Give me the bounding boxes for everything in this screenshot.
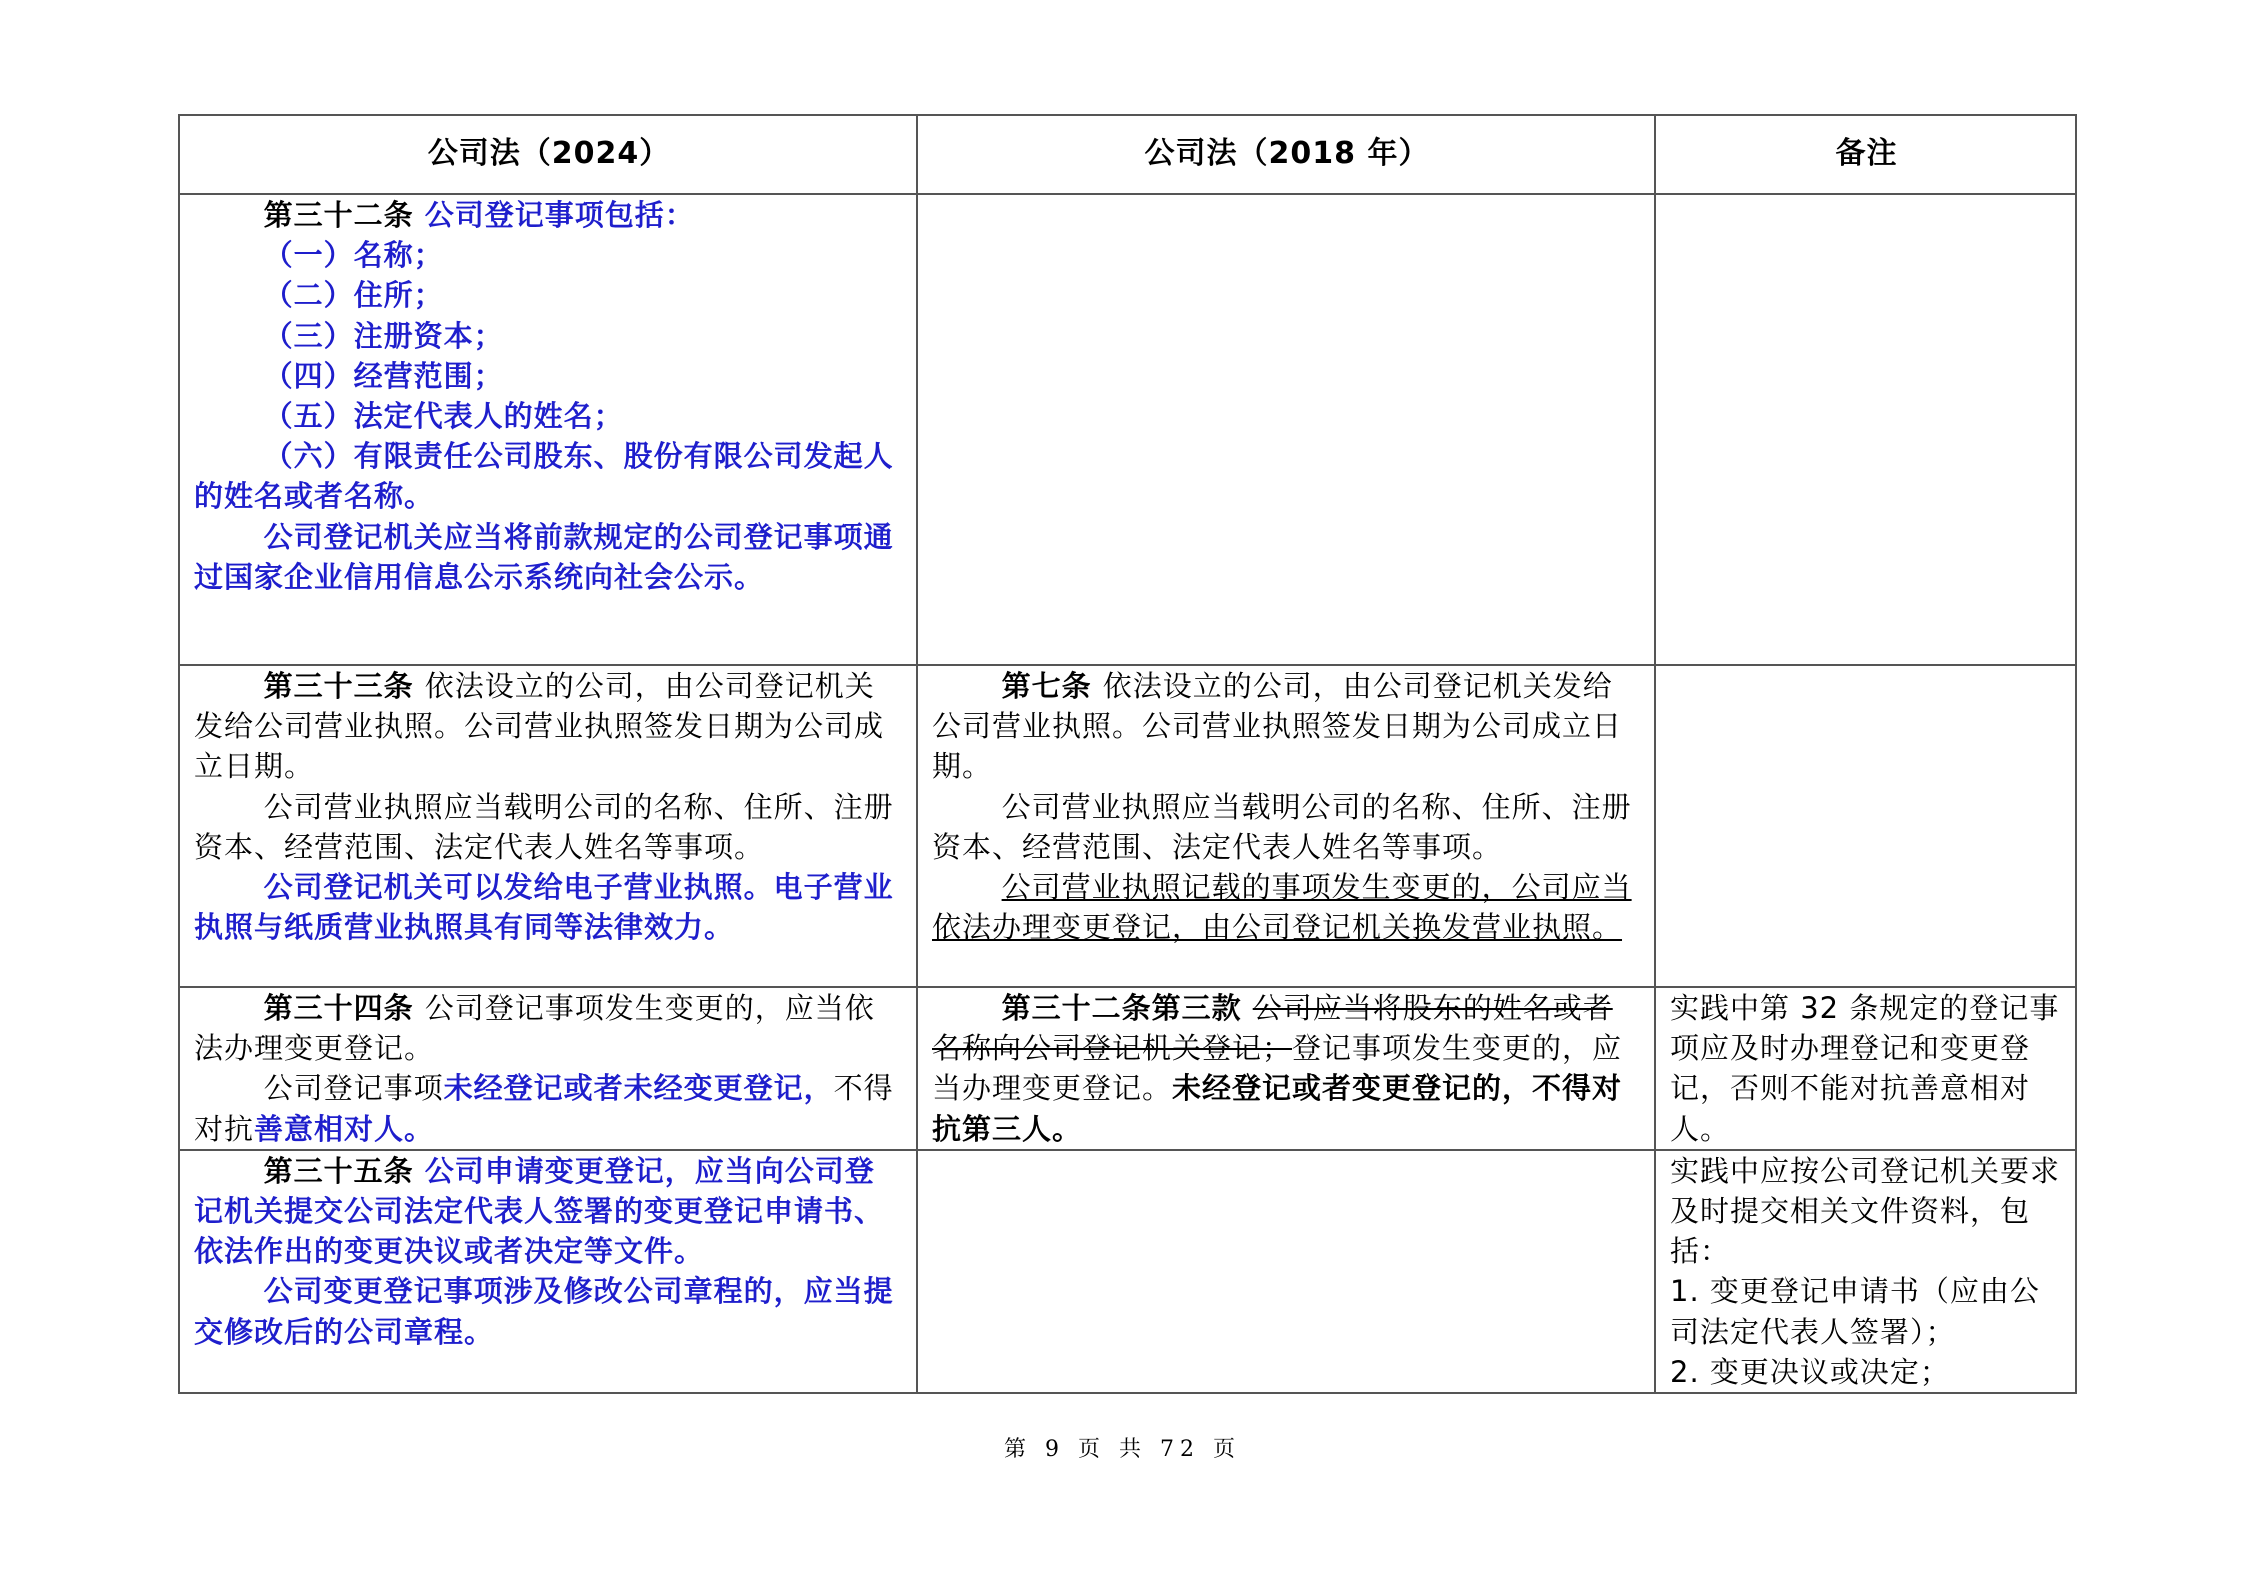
list-item: （一）名称； xyxy=(263,238,444,273)
cell-remarks-empty xyxy=(1655,665,2076,987)
list-item: （三）注册资本； xyxy=(263,318,504,353)
remark-text: 实践中应按公司登记机关要求及时提交相关文件资料，包括： xyxy=(1670,1153,2061,1269)
article-number: 第三十二条 xyxy=(263,198,425,232)
article-number: 第三十五条 xyxy=(263,1153,425,1188)
article-number: 第七条 xyxy=(1001,669,1103,703)
cell-2018-article-7 xyxy=(917,665,1655,987)
list-item: （二）住所； xyxy=(263,278,444,313)
cell-2018-empty xyxy=(917,1150,1655,1393)
cell-2024-article-34: 第三十四条 公司登记事项发生变更的，应当依法办理变更登记。 公司登记事项未经登记或者未经变更登记，不得对抗善意相对人。 xyxy=(179,987,917,1150)
cell-remarks-article-34 xyxy=(1655,987,2076,1150)
total-pages: 72 xyxy=(1160,1437,1200,1462)
comparison-table xyxy=(178,114,2077,1394)
page-number: 9 xyxy=(1045,1437,1065,1462)
article-text: 公司申请变更登记，应当向公司登记机关提交公司法定代表人签署的变更登记申请书、依法作出的变更决议或者决定等文件。 xyxy=(194,1153,885,1269)
cell-2018-empty xyxy=(917,194,1655,665)
list-item: （五）法定代表人的姓名； xyxy=(263,399,624,434)
article-number: 第三十二条第三款 xyxy=(1001,991,1253,1025)
paragraph: 公司变更登记事项涉及修改公司章程的，应当提交修改后的公司章程。 xyxy=(194,1274,894,1349)
table-row xyxy=(179,194,2076,665)
article-number: 第三十三条 xyxy=(263,669,425,703)
cell-2018-article-32-para-3: 第三十二条第三款 公司应当将股东的姓名或者名称向公司登记机关登记；登记事项发生变更的，应当办理变更登记。未经登记或者变更登记的，不得对抗第三人。 xyxy=(917,987,1655,1150)
paragraph: 公司营业执照应当载明公司的名称、住所、注册资本、经营范围、法定代表人姓名等事项。 xyxy=(932,789,1632,864)
article-text: 依法设立的公司，由公司登记机关发给公司营业执照。公司营业执照签发日期为公司成立日期。 xyxy=(932,669,1623,784)
table-header-row xyxy=(179,115,2076,194)
paragraph: 公司登记机关应当将前款规定的公司登记事项通过国家企业信用信息公示系统向社会公示。 xyxy=(194,519,894,594)
article-number: 第三十四条 xyxy=(263,991,425,1025)
remark-list-item: 1. 变更登记申请书（应由公司法定代表人签署）； xyxy=(1670,1274,2040,1349)
list-item: （六）有限责任公司股东、股份有限公司发起人的姓名或者名称。 xyxy=(194,439,894,514)
cell-2024-article-32 xyxy=(179,194,917,665)
header-company-law-2018: 公司法（2018 年） xyxy=(917,115,1655,194)
cell-2024-article-33 xyxy=(179,665,917,987)
cell-remarks-article-35 xyxy=(1655,1150,2076,1393)
table-row xyxy=(179,987,2076,1150)
paragraph: 公司营业执照应当载明公司的名称、住所、注册资本、经营范围、法定代表人姓名等事项。 xyxy=(194,789,894,864)
header-remarks: 备注 xyxy=(1655,115,2076,194)
remark-list-item: 2. 变更决议或决定； xyxy=(1670,1354,1950,1389)
article-text: 公司登记事项包括： xyxy=(424,198,695,232)
page-footer: 第 9 页 共 72 页 xyxy=(1003,1437,1242,1462)
table-row xyxy=(179,1150,2076,1393)
underlined-paragraph: 公司营业执照记载的事项发生变更的，公司应当依法办理变更登记，由公司登记机关换发营业执照。 xyxy=(932,870,1632,945)
cell-2024-article-35 xyxy=(179,1150,917,1393)
list-item: （四）经营范围； xyxy=(263,358,504,393)
article-text: 公司登记事项发生变更的，应当依法办理变更登记。 xyxy=(194,991,875,1066)
cell-remarks-empty xyxy=(1655,194,2076,665)
table-row xyxy=(179,665,2076,987)
article-text: 依法设立的公司，由公司登记机关发给公司营业执照。公司营业执照签发日期为公司成立日期。 xyxy=(194,669,885,784)
paragraph: 公司登记机关可以发给电子营业执照。电子营业执照与纸质营业执照具有同等法律效力。 xyxy=(194,870,894,945)
remark-text: 实践中第 32 条规定的登记事项应及时办理登记和变更登记，否则不能对抗善意相对人。 xyxy=(1670,991,2060,1146)
struck-text: 公司应当将股东的姓名或者名称向公司登记机关登记； xyxy=(932,991,1613,1066)
header-company-law-2024: 公司法（2024） xyxy=(179,115,917,194)
